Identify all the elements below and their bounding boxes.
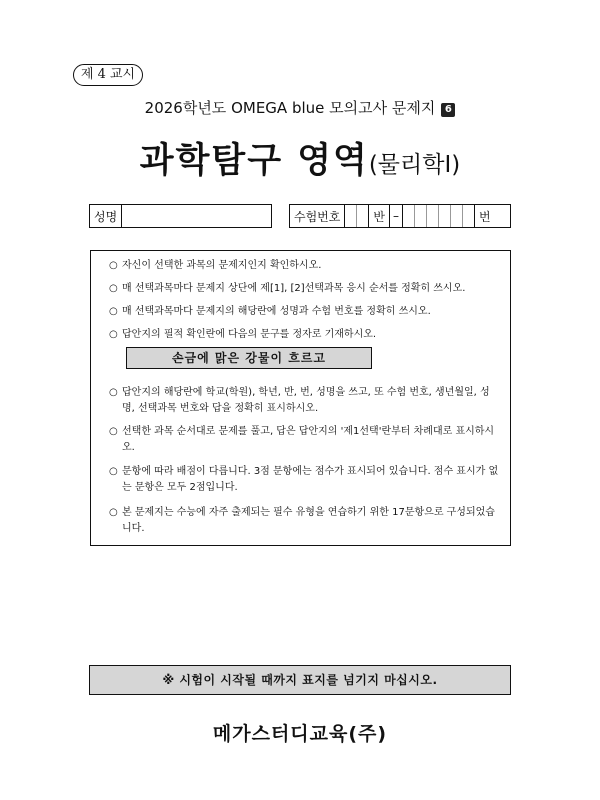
digit-box [415,205,427,227]
name-field [89,204,272,228]
exam-header [0,98,600,118]
publisher-name: 메가스터디교육(주) [212,723,388,745]
instruction-item [109,385,499,416]
bullet-icon: ○ [109,466,118,477]
bullet-icon: ○ [109,426,118,437]
digit-box [451,205,463,227]
instruction-text: 답안지의 해당란에 학교(학원), 학년, 반, 번, 성명을 쓰고, 또 수험 번호, 생년월일, 성명, 선택과목 번호와 답을 정확히 표시하시오. [122,387,490,414]
digit-box [439,205,451,227]
digit-box [357,205,369,227]
digit-box [403,205,415,227]
exam-title-line: 2026학년도 OMEGA blue 모의고사 문제지 [144,99,436,117]
period-badge: 제 4 교시 [73,64,143,86]
instruction-item [109,281,499,297]
class-label: 반 [369,205,390,227]
bullet-icon: ○ [109,283,118,294]
notice-bar: ※ 시험이 시작될 때까지 표지를 넘기지 마십시오. [89,665,511,695]
instruction-text: 매 선택과목마다 문제지 상단에 제[1], [2]선택과목 응시 순서를 정확히 쓰시오. [122,283,466,294]
digit-box [345,205,357,227]
number-label: 번 [478,209,491,224]
instruction-text: 매 선택과목마다 문제지의 해당란에 성명과 수험 번호를 정확히 쓰시오. [122,306,431,317]
instruction-item [109,505,499,536]
bullet-icon: ○ [109,306,118,317]
instruction-item [109,464,499,495]
area-title: 과학탐구 영역 [139,141,369,181]
instruction-item [109,327,499,343]
dash-separator: – [390,205,403,227]
subject-title [0,133,600,183]
instructions-box [90,250,511,546]
handwriting-phrase-box: 손금에 맑은 강물이 흐르고 [126,347,372,369]
volume-badge: 6 [441,103,455,117]
exam-number-label: 수험번호 [290,205,345,227]
name-label: 성명 [90,205,122,227]
instruction-item [109,304,499,320]
instruction-item [109,424,499,455]
instruction-text: 답안지의 필적 확인란에 다음의 문구를 정자로 기재하시오. [122,329,377,340]
bullet-icon: ○ [109,329,118,340]
instruction-text: 본 문제지는 수능에 자주 출제되는 필수 유형을 연습하기 위한 17문항으로 구성되었습니다. [122,507,495,534]
bullet-icon: ○ [109,260,118,271]
digit-box [427,205,439,227]
instruction-text: 문항에 따라 배점이 다릅니다. 3점 문항에는 점수가 표시되어 있습니다. 점수 표시가 없는 문항은 모두 2점입니다. [122,466,499,493]
exam-number-field [289,204,511,228]
name-input-blank [122,205,271,227]
subject-name: (물리학Ⅰ) [368,152,461,178]
instruction-item [109,258,499,274]
bullet-icon: ○ [109,507,118,518]
digit-box [463,205,475,227]
instruction-text: 선택한 과목 순서대로 문제를 풀고, 답은 답안지의 '제1선택'란부터 차례대로 표시하시오. [122,426,495,453]
instruction-text: 자신이 선택한 과목의 문제지인지 확인하시오. [122,260,322,271]
bullet-icon: ○ [109,387,118,398]
